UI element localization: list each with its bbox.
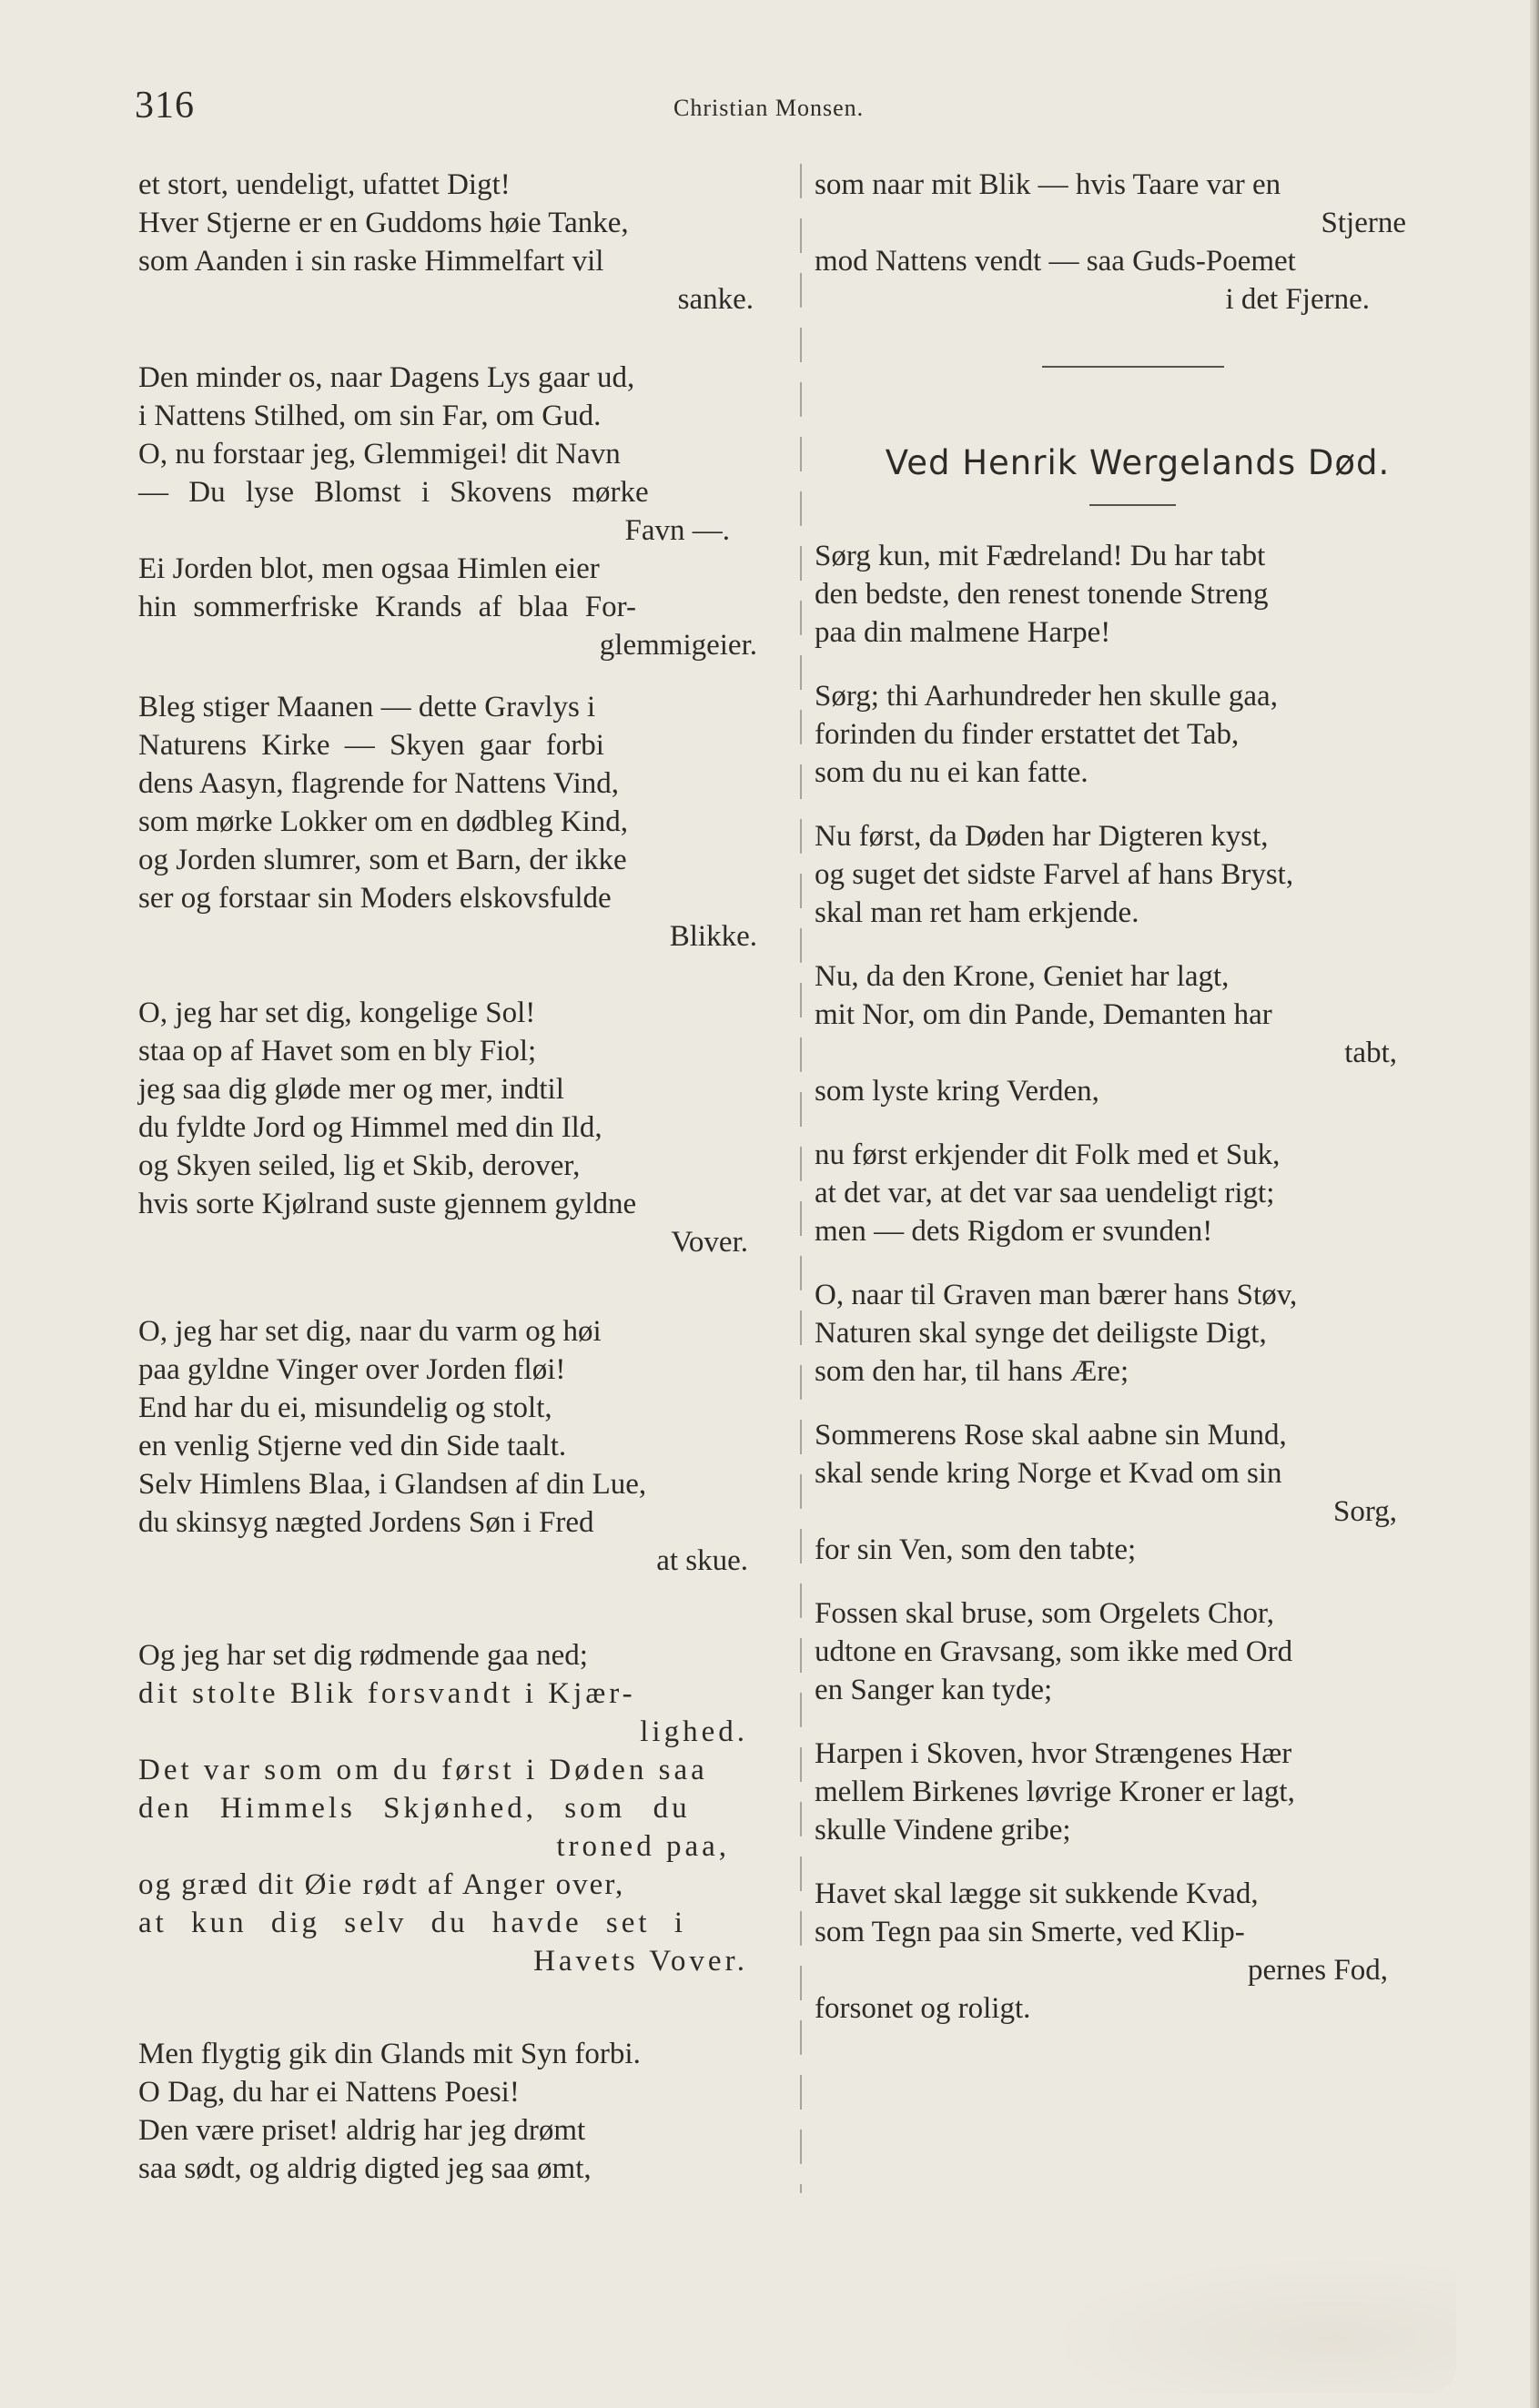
verse-line: et stort, uendeligt, ufattet Digt! (138, 168, 511, 201)
stanza (138, 1636, 785, 1980)
continuation-stanza (815, 166, 1461, 319)
verse-line: og græd dit Øie rødt af Anger over, (138, 1868, 625, 1901)
verse-line: Den være priset! aldrig har jeg drømt (138, 2114, 586, 2147)
verse-line: den Himmels Skjønhed, som du (138, 1792, 691, 1825)
stanza (815, 1416, 1461, 1569)
stanza (815, 817, 1461, 932)
verse-line: Selv Himlens Blaa, i Glandsen af din Lue, (138, 1468, 647, 1501)
verse-line: Det var som om du først i Døden saa (138, 1754, 708, 1786)
verse-line: sanke. (677, 283, 754, 316)
title-rule (1089, 504, 1176, 506)
verse-line: Ei Jorden blot, men ogsaa Himlen eier (138, 552, 600, 585)
verse-line: for sin Ven, som den tabte; (815, 1533, 1137, 1566)
verse-line: Sorg, (1333, 1495, 1397, 1528)
verse-line: som Aanden i sin raske Himmelfart vil (138, 245, 604, 278)
verse-line: paa din malmene Harpe! (815, 616, 1111, 649)
verse-line: O, nu forstaar jeg, Glemmigei! dit Navn (138, 438, 621, 470)
verse-line: at kun dig selv du havde set i (138, 1907, 687, 1939)
verse-line: Harpen i Skoven, hvor Strængenes Hær (815, 1737, 1292, 1770)
verse-line: forinden du finder erstattet det Tab, (815, 718, 1240, 751)
verse-line: udtone en Gravsang, som ikke med Ord (815, 1635, 1293, 1668)
verse-line: og Skyen seiled, lig et Skib, derover, (138, 1149, 581, 1182)
stanza (815, 1735, 1461, 1849)
verse-line: en Sanger kan tyde; (815, 1674, 1053, 1706)
verse-line: du skinsyg nægted Jordens Søn i Fred (138, 1506, 594, 1539)
verse-line: Fossen skal bruse, som Orgelets Chor, (815, 1597, 1274, 1630)
stanza (138, 994, 785, 1261)
verse-line: som du nu ei kan fatte. (815, 756, 1088, 789)
verse-line: dens Aasyn, flagrende for Nattens Vind, (138, 767, 620, 800)
verse-line: O, naar til Graven man bærer hans Støv, (815, 1279, 1298, 1311)
stanza (815, 957, 1461, 1110)
verse-line: i Nattens Stilhed, om sin Far, om Gud. (138, 400, 602, 432)
stanza (138, 2035, 785, 2188)
verse-line: Havets Vover. (533, 1945, 748, 1978)
verse-line: troned paa, (556, 1830, 730, 1863)
verse-line: O, jeg har set dig, kongelige Sol! (138, 997, 536, 1029)
verse-line: Sommerens Rose skal aabne sin Mund, (815, 1419, 1287, 1452)
verse-line: skulle Vindene gribe; (815, 1814, 1071, 1846)
stanza (815, 1875, 1461, 2028)
verse-line: som Tegn paa sin Smerte, ved Klip- (815, 1916, 1245, 1948)
verse-line: tabt, (1344, 1037, 1397, 1069)
verse-line: staa op af Havet som en bly Fiol; (138, 1035, 537, 1067)
verse-line: en venlig Stjerne ved din Side taalt. (138, 1430, 567, 1462)
verse-line: skal man ret ham erkjende. (815, 896, 1139, 929)
paper-stain (1047, 2257, 1456, 2393)
verse-line: jeg saa dig gløde mer og mer, indtil (138, 1073, 564, 1106)
verse-line: Hver Stjerne er en Guddoms høie Tanke, (138, 207, 629, 239)
page-number: 316 (135, 85, 195, 126)
verse-line: ser og forstaar sin Moders elskovsfulde (138, 882, 612, 915)
verse-line: som naar mit Blik — hvis Taare var en (815, 168, 1281, 201)
verse-line: den bedste, den renest tonende Streng (815, 578, 1269, 611)
verse-line: som den har, til hans Ære; (815, 1355, 1129, 1388)
verse-line: Nu, da den Krone, Geniet har lagt, (815, 960, 1230, 993)
verse-line: O, jeg har set dig, naar du varm og høi (138, 1315, 602, 1348)
verse-line: hvis sorte Kjølrand suste gjennem gyldne (138, 1188, 637, 1220)
verse-line: Stjerne (1321, 207, 1406, 239)
verse-line: Sørg; thi Aarhundreder hen skulle gaa, (815, 680, 1278, 713)
stanza (138, 359, 785, 664)
verse-line: pernes Fod, (1248, 1954, 1388, 1987)
verse-line: og Jorden slumrer, som et Barn, der ikke (138, 844, 627, 876)
stanza (815, 537, 1461, 652)
verse-line: O Dag, du har ei Nattens Poesi! (138, 2076, 520, 2109)
page-edge (1530, 0, 1539, 2408)
verse-line: Naturens Kirke — Skyen gaar forbi (138, 729, 604, 762)
verse-line: skal sende kring Norge et Kvad om sin (815, 1457, 1282, 1490)
verse-line: nu først erkjender dit Folk med et Suk, (815, 1138, 1281, 1171)
right-column (815, 166, 1461, 2028)
verse-line: Havet skal lægge sit sukkende Kvad, (815, 1877, 1259, 1910)
stanza (815, 1276, 1461, 1391)
left-column (138, 166, 785, 2188)
verse-line: — Du lyse Blomst i Skovens mørke (138, 476, 649, 509)
stanza (138, 166, 785, 319)
poem-title: Ved Henrik Wergelands Død. (885, 443, 1391, 482)
verse-line: men — dets Rigdom er svunden! (815, 1215, 1213, 1248)
verse-line: at det var, at det var saa uendeligt rigt; (815, 1177, 1275, 1209)
verse-line: Favn —. (624, 514, 730, 547)
stanza (138, 1312, 785, 1580)
stanza (815, 677, 1461, 792)
verse-line: at skue. (656, 1544, 748, 1577)
verse-line: mod Nattens vendt — saa Guds-Poemet (815, 245, 1296, 278)
verse-line: i det Fjerne. (1225, 283, 1370, 316)
verse-line: og suget det sidste Farvel af hans Bryst, (815, 858, 1294, 891)
verse-line: hin sommerfriske Krands af blaa For- (138, 591, 636, 623)
verse-line: Men flygtig gik din Glands mit Syn forbi. (138, 2038, 641, 2070)
stanza (815, 1594, 1461, 1709)
verse-line: Naturen skal synge det deiligste Digt, (815, 1317, 1267, 1350)
verse-line: glemmigeier. (599, 629, 757, 662)
section-separator (1042, 366, 1224, 368)
verse-line: paa gyldne Vinger over Jorden fløi! (138, 1353, 566, 1386)
verse-line: Sørg kun, mit Fædreland! Du har tabt (815, 540, 1266, 572)
verse-line: som mørke Lokker om en dødbleg Kind, (138, 805, 628, 838)
verse-line: mellem Birkenes løvrige Kroner er lagt, (815, 1776, 1295, 1808)
verse-line: saa sødt, og aldrig digted jeg saa ømt, (138, 2152, 592, 2185)
stanza (815, 1136, 1461, 1250)
verse-line: mit Nor, om din Pande, Demanten har (815, 998, 1272, 1031)
verse-line: Den minder os, naar Dagens Lys gaar ud, (138, 361, 635, 394)
verse-line: du fyldte Jord og Himmel med din Ild, (138, 1111, 602, 1144)
verse-line: Blikke. (669, 920, 757, 953)
page-header (0, 84, 1539, 138)
column-divider (800, 164, 802, 2193)
verse-line: lighed. (640, 1715, 748, 1748)
verse-line: Bleg stiger Maanen — dette Gravlys i (138, 691, 596, 723)
verse-line: dit stolte Blik forsvandt i Kjær- (138, 1677, 636, 1710)
verse-line: Vover. (671, 1226, 748, 1259)
verse-line: End har du ei, misundelig og stolt, (138, 1391, 552, 1424)
running-head: Christian Monsen. (673, 95, 865, 121)
stanza (138, 688, 785, 956)
verse-line: forsonet og roligt. (815, 1992, 1031, 2025)
verse-line: som lyste kring Verden, (815, 1075, 1099, 1108)
verse-line: Og jeg har set dig rødmende gaa ned; (138, 1639, 588, 1672)
verse-line: Nu først, da Døden har Digteren kyst, (815, 820, 1269, 853)
